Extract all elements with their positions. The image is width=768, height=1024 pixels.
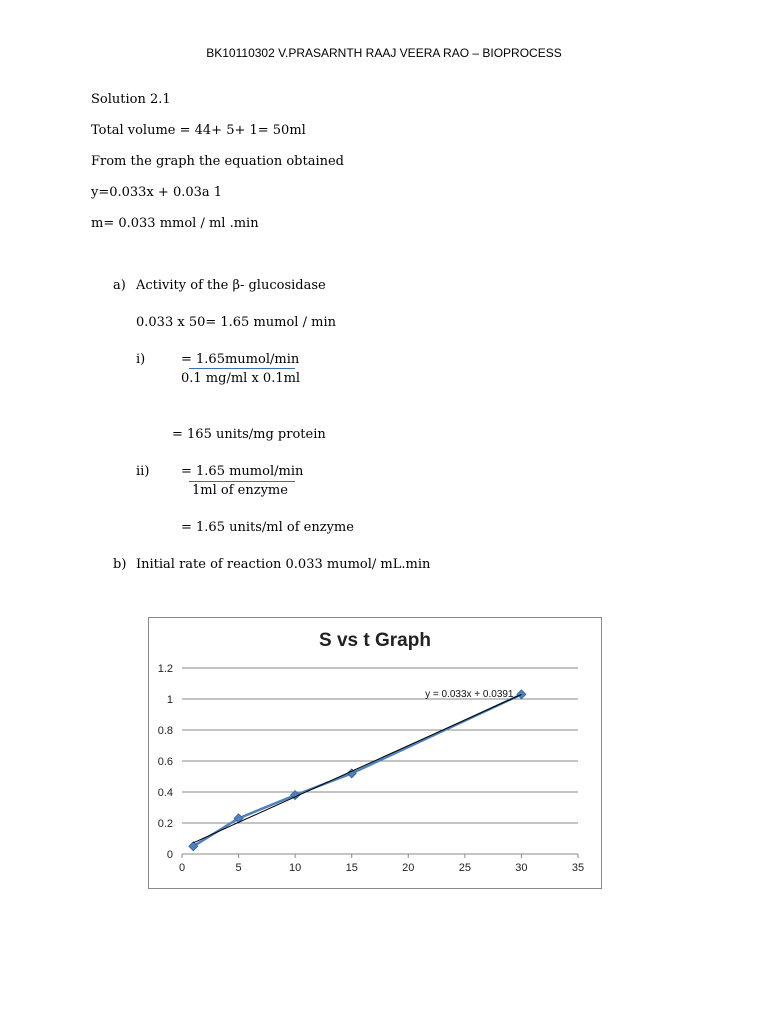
x-tick-label: 0 [178, 862, 186, 874]
sub-ii-result: = 1.65 units/ml of enzyme [181, 520, 354, 535]
trendline [193, 694, 521, 842]
s-vs-t-chart [148, 617, 602, 889]
x-tick-label: 20 [402, 862, 415, 874]
sub-i-numerator: = 1.65mumol/min [181, 352, 300, 367]
sub-i-denominator: 0.1 mg/ml x 0.1ml [181, 371, 301, 386]
x-tick-label: 10 [289, 862, 302, 874]
chart-canvas [149, 618, 601, 888]
y-tick-label: 0.2 [157, 818, 173, 830]
solution-title: Solution 2.1 [91, 92, 171, 107]
data-point [517, 690, 526, 699]
page-header: BK10110302 V.PRASARNTH RAAJ VEERA RAO – BIOPROCESS [206, 46, 562, 60]
y-tick-label: 0.4 [157, 787, 173, 799]
sub-ii-marker: ii) [136, 464, 150, 479]
x-tick-label: 5 [235, 862, 242, 874]
item-a-label: Activity of the β- glucosidase [136, 278, 326, 293]
x-tick-label: 25 [458, 862, 471, 874]
sub-ii-numerator: = 1.65 mumol/min [181, 464, 304, 479]
slope-line: m= 0.033 mmol / ml .min [91, 216, 259, 231]
sub-ii-denominator: 1ml of enzyme [192, 483, 288, 498]
y-tick-label: 0.6 [157, 756, 173, 768]
trendline-equation: y = 0.033x + 0.0391 [425, 689, 514, 700]
y-tick-label: 1 [166, 694, 173, 706]
y-tick-label: 1.2 [157, 663, 173, 675]
equation-line: y=0.033x + 0.03a 1 [91, 185, 223, 200]
activity-calc: 0.033 x 50= 1.65 mumol / min [136, 315, 336, 330]
y-tick-label: 0 [166, 849, 173, 861]
item-a-marker: a) [113, 278, 126, 293]
graph-statement: From the graph the equation obtained [91, 154, 344, 169]
fraction-bar-ii [189, 481, 295, 482]
item-b-label: Initial rate of reaction 0.033 mumol/ mL.min [136, 557, 431, 572]
x-tick-label: 35 [571, 862, 585, 874]
x-tick-label: 30 [515, 862, 528, 874]
sub-i-marker: i) [136, 352, 146, 367]
x-tick-label: 15 [345, 862, 358, 874]
sub-i-result: = 165 units/mg protein [172, 427, 326, 442]
fraction-bar-i [189, 368, 295, 369]
chart-title: S vs t Graph [319, 630, 431, 651]
y-tick-label: 0.8 [157, 725, 173, 737]
item-b-marker: b) [113, 557, 127, 572]
total-volume-line: Total volume = 44+ 5+ 1= 50ml [91, 123, 306, 138]
